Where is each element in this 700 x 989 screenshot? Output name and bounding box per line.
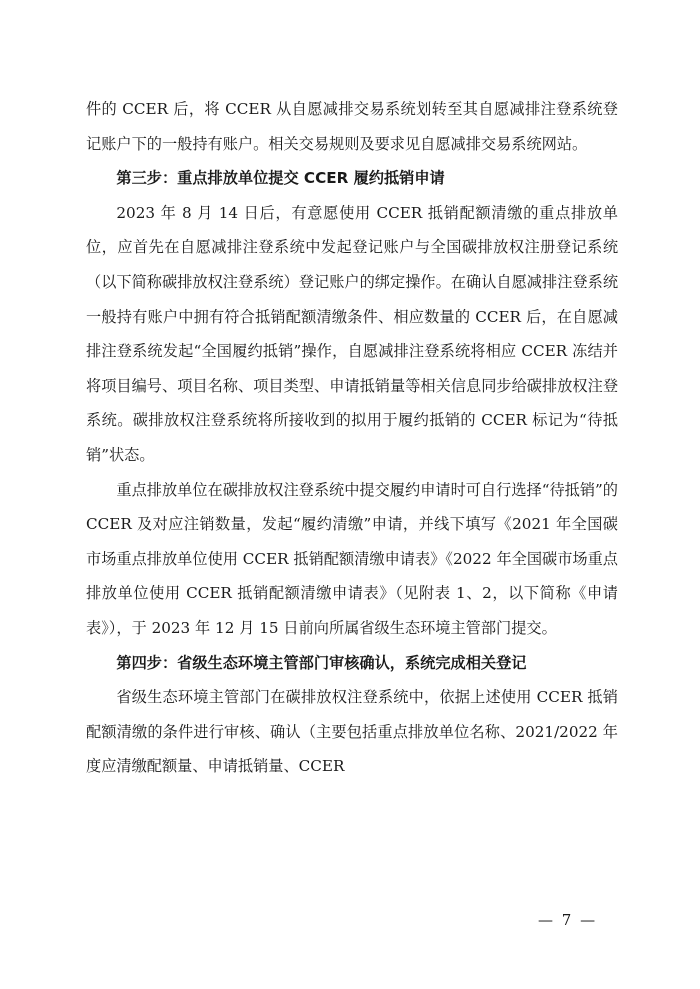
paragraph-application-submission: 重点排放单位在碳排放权注登系统中提交履约申请时可自行选择“待抵销”的 CCER 及对应注销数量，发起“履约清缴”申请，并线下填写《2021 年全国碳市场重点排放单位使用 CCER 抵销配额清缴申请表》《2022 年全国碳市场重点排放单位使用 CCER 抵销配额清缴申请表》（见附表 1、2，以下简称《申请表》），于 2023 年 12 月 15 日前向所属省级生态环境主管部门提交。: [86, 480, 618, 637]
paragraph-binding-operation: 2023 年 8 月 14 日后，有意愿使用 CCER 抵销配额清缴的重点排放单位，应首先在自愿减排注登系统中发起登记账户与全国碳排放权注册登记系统（以下简称碳排放权注登系统）登记账户的绑定操作。在确认自愿减排注登系统一般持有账户中拥有符合抵销配额清缴条件、相应数量的 CCER 后，在自愿减排注登系统发起“全国履约抵销”操作，自愿减排注登系统将相应 CCER 冻结并将项目编号、项目名称、项目类型、申请抵销量等相关信息同步给碳排放权注登系统。碳排放权注登系统将所接收到的拟用于履约抵销的 CCER 标记为“待抵销”状态。: [86, 203, 618, 464]
section-heading-step-4: 第四步：省级生态环境主管部门审核确认，系统完成相关登记: [116, 653, 527, 672]
document-body: [86, 92, 618, 784]
paragraph-provincial-review: 省级生态环境主管部门在碳排放权注登系统中，依据上述使用 CCER 抵销配额清缴的条件进行审核、确认（主要包括重点排放单位名称、2021/2022 年度应清缴配额量、申请抵销量、CCER: [86, 688, 618, 776]
section-heading-step-3: 第三步：重点排放单位提交 CCER 履约抵销申请: [116, 169, 445, 188]
paragraph-continuation: 件的 CCER 后，将 CCER 从自愿减排交易系统划转至其自愿减排注登系统登记账户下的一般持有账户。相关交易规则及要求见自愿减排交易系统网站。: [86, 100, 618, 153]
page-number: — 7 —: [538, 911, 598, 929]
